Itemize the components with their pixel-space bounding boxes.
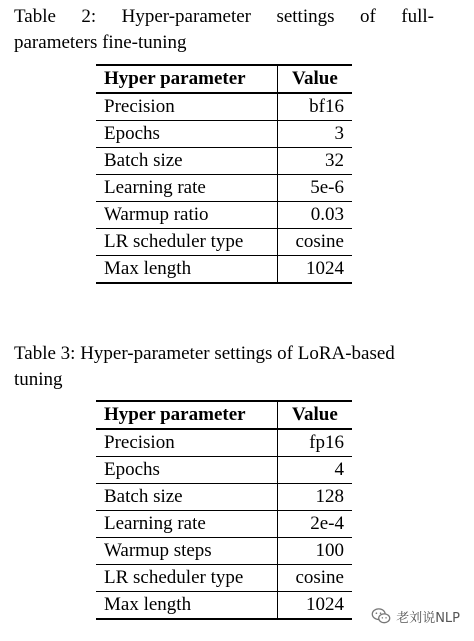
- param-value: 1024: [277, 256, 352, 284]
- table-row: [96, 229, 352, 256]
- table-row: [96, 121, 352, 148]
- param-value: fp16: [277, 429, 352, 457]
- column-header-name: Hyper parameter: [96, 401, 277, 429]
- param-value: 100: [277, 538, 352, 565]
- param-name: LR scheduler type: [96, 565, 277, 592]
- param-name: Batch size: [96, 484, 277, 511]
- param-name: Precision: [96, 93, 277, 121]
- param-value: 1024: [277, 592, 352, 620]
- table-row: [96, 457, 352, 484]
- table-row: [96, 202, 352, 229]
- column-header-name: Hyper parameter: [96, 65, 277, 93]
- param-value: 2e-4: [277, 511, 352, 538]
- table-row: [96, 148, 352, 175]
- wechat-icon: [370, 605, 392, 627]
- param-name: LR scheduler type: [96, 229, 277, 256]
- table2-hyperparameters: [96, 64, 352, 284]
- param-value: cosine: [277, 229, 352, 256]
- table2-caption-line1: [14, 4, 434, 30]
- table-row: [96, 256, 352, 284]
- table-row: [96, 429, 352, 457]
- param-value: 4: [277, 457, 352, 484]
- table-row: [96, 538, 352, 565]
- table-row: [96, 484, 352, 511]
- table-header-row: [96, 401, 352, 429]
- param-value: 32: [277, 148, 352, 175]
- param-value: 0.03: [277, 202, 352, 229]
- column-header-value: Value: [277, 65, 352, 93]
- param-name: Max length: [96, 256, 277, 284]
- param-name: Max length: [96, 592, 277, 620]
- table3-hyperparameters: [96, 400, 352, 620]
- caption-word: settings: [276, 6, 335, 27]
- table-header-row: [96, 65, 352, 93]
- column-header-value: Value: [277, 401, 352, 429]
- table-row: [96, 592, 352, 620]
- param-name: Epochs: [96, 121, 277, 148]
- param-name: Learning rate: [96, 511, 277, 538]
- table-row: [96, 175, 352, 202]
- param-value: 3: [277, 121, 352, 148]
- table2-caption: [14, 4, 434, 56]
- param-value: cosine: [277, 565, 352, 592]
- param-value: 5e-6: [277, 175, 352, 202]
- table3-caption-line2: tuning: [14, 369, 63, 390]
- caption-word: Hyper-parameter: [121, 6, 251, 27]
- watermark: [370, 605, 460, 627]
- table3-caption: [14, 341, 434, 393]
- table-row: [96, 565, 352, 592]
- param-name: Learning rate: [96, 175, 277, 202]
- param-name: Warmup ratio: [96, 202, 277, 229]
- caption-word: of: [359, 6, 376, 27]
- watermark-text: 老刘说NLP: [396, 610, 460, 626]
- caption-word: full-: [401, 6, 434, 27]
- param-name: Precision: [96, 429, 277, 457]
- table2-caption-line2: parameters fine-tuning: [14, 32, 187, 53]
- param-value: 128: [277, 484, 352, 511]
- caption-word: Table: [14, 6, 56, 27]
- param-name: Warmup steps: [96, 538, 277, 565]
- param-name: Batch size: [96, 148, 277, 175]
- param-name: Epochs: [96, 457, 277, 484]
- table-row: [96, 511, 352, 538]
- caption-word: 2:: [81, 6, 97, 27]
- param-value: bf16: [277, 93, 352, 121]
- table3-caption-line1: Table 3: Hyper-parameter settings of LoRA-based: [14, 343, 395, 364]
- table-row: [96, 93, 352, 121]
